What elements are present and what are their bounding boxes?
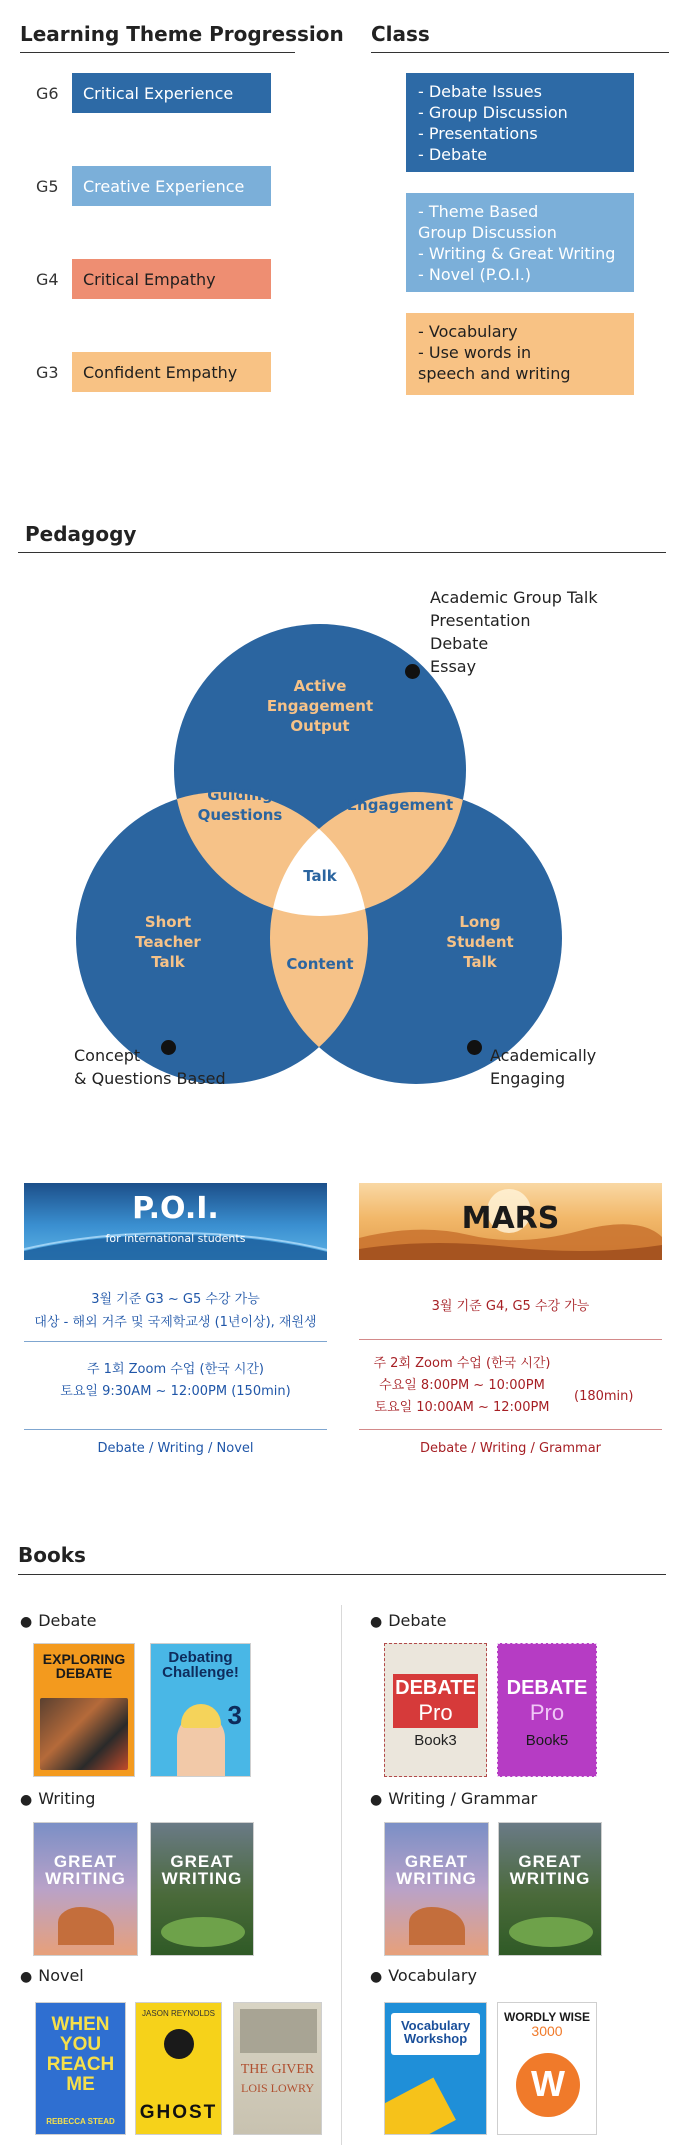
book-cover-author: LOIS LOWRY: [241, 2081, 314, 2095]
venn-label-content: Content: [286, 955, 354, 973]
theme-label: Critical Empathy: [83, 269, 216, 289]
book-category-label: Debate: [38, 1611, 97, 1630]
divider: [359, 1429, 662, 1430]
theme-critical-experience: [72, 73, 271, 113]
venn-label-top: Active Engagement Output: [266, 677, 374, 735]
book-cover-title: Debating Challenge!: [162, 1649, 239, 1681]
book-cover-debate-pro-3: [384, 1643, 487, 1777]
book-cover-great-writing: [498, 1822, 602, 1956]
book-cover-title: GREAT WRITING: [45, 1852, 126, 1888]
venn-label-talk: Talk: [303, 867, 337, 885]
mars-subjects: Debate / Writing / Grammar: [419, 1441, 602, 1456]
class-box-g5: - Theme Based Group Discussion - Writing & Great Writing - Novel (P.O.I.): [406, 193, 634, 292]
venn-note-right: Academically Engaging: [490, 1046, 597, 1088]
book-cover-great-writing: [33, 1822, 138, 1956]
class-box-g6: - Debate Issues - Group Discussion - Presentations - Debate: [406, 73, 634, 172]
book-category-debate: ● Debate: [20, 1611, 97, 1630]
poi-schedule-time: 토요일 9:30AM ~ 12:00PM (150min): [60, 1384, 291, 1399]
divider: [24, 1429, 327, 1430]
book-cover-subtitle: 3000: [531, 2023, 563, 2039]
book-cover-title: WORDLY WISE: [503, 2010, 590, 2024]
book-cover-mark: W: [531, 2063, 565, 2104]
book-cover-title: Vocabulary Workshop: [400, 2018, 471, 2046]
book-cover-rock: [409, 1907, 465, 1945]
book-cover-title: THE GIVER: [240, 2062, 315, 2077]
theme-label: Critical Experience: [83, 83, 234, 103]
book-category-writing-grammar: ● Writing / Grammar: [370, 1789, 538, 1808]
book-category-label: Writing / Grammar: [388, 1789, 538, 1808]
book-cover-author: JASON REYNOLDS: [142, 2009, 215, 2018]
book-cover-ghost: [135, 2002, 222, 2135]
book-cover-debate-pro-5: [497, 1643, 597, 1777]
poi-banner-title: P.O.I.: [132, 1191, 219, 1226]
poi-schedule-frequency: 주 1회 Zoom 수업 (한국 시간): [86, 1362, 265, 1377]
book-cover-vocabulary-workshop: [384, 2002, 487, 2135]
theme-critical-empathy: [72, 259, 271, 299]
book-category-debate: ● Debate: [370, 1611, 447, 1630]
pedagogy-title: Pedagogy: [25, 522, 137, 546]
book-cover-title: WHEN YOU REACH ME: [46, 2014, 115, 2095]
poi-subjects: Debate / Writing / Novel: [97, 1441, 254, 1456]
venn-marker-dot: [467, 1040, 482, 1055]
theme-label: Confident Empathy: [83, 362, 238, 382]
book-cover-title: GHOST: [139, 2102, 218, 2123]
poi-eligibility-grades: 3월 기준 G3 ~ G5 수강 가능: [91, 1292, 260, 1307]
book-cover-the-giver: [233, 2002, 322, 2135]
mars-schedule-wednesday: 수요일 8:00PM ~ 10:00PM: [379, 1378, 545, 1393]
divider: [20, 52, 295, 53]
book-cover-rock: [58, 1907, 114, 1945]
mars-banner: [359, 1183, 662, 1260]
book-category-writing: ● Writing: [20, 1789, 96, 1808]
book-cover-great-writing: [384, 1822, 489, 1956]
theme-confident-empathy: [72, 352, 271, 392]
book-cover-moss: [161, 1917, 245, 1947]
book-category-novel: ● Novel: [20, 1966, 84, 1985]
grade-label: G3: [36, 363, 59, 382]
poi-banner: [24, 1183, 327, 1260]
divider: [18, 1574, 666, 1575]
mars-schedule-frequency: 주 2회 Zoom 수업 (한국 시간): [373, 1356, 551, 1371]
poi-eligibility-target: 대상 - 해외 거주 및 국제학교생 (1년이상), 재원생: [34, 1315, 317, 1330]
book-cover-pencil: [384, 2077, 456, 2135]
theme-label: Creative Experience: [83, 176, 245, 196]
book-cover-title: GREAT WRITING: [161, 1852, 243, 1888]
venn-note-top: Academic Group Talk Presentation Debate Essay: [430, 588, 598, 676]
mars-banner-title: MARS: [461, 1201, 560, 1236]
mars-duration: (180min): [574, 1389, 634, 1404]
book-cover-when-you-reach-me: [35, 2002, 126, 2135]
book-cover-title: DEBATE: [395, 1677, 476, 1699]
mars-schedule-saturday: 토요일 10:00AM ~ 12:00PM: [374, 1400, 550, 1415]
grade-label: G6: [36, 84, 59, 103]
venn-note-left: Concept & Questions Based: [74, 1046, 226, 1088]
venn-label-engagement: Engagement: [346, 796, 454, 814]
divider: [359, 1339, 662, 1340]
class-title: Class: [371, 22, 430, 46]
book-cover-title: GREAT WRITING: [509, 1852, 591, 1888]
books-title: Books: [18, 1543, 86, 1567]
book-cover-volume: 3: [227, 1700, 242, 1730]
book-cover-debating-challenge: [150, 1643, 251, 1777]
divider: [24, 1341, 327, 1342]
book-cover-moss: [509, 1917, 593, 1947]
book-category-label: Novel: [38, 1966, 84, 1985]
book-cover-author: REBECCA STEAD: [46, 2117, 115, 2126]
venn-marker-dot: [405, 664, 420, 679]
book-category-label: Writing: [38, 1789, 96, 1808]
grade-label: G4: [36, 270, 59, 289]
book-cover-great-writing: [150, 1822, 254, 1956]
book-category-label: Debate: [388, 1611, 447, 1630]
class-box-g3-g4: - Vocabulary - Use words in speech and writing: [406, 313, 634, 395]
book-cover-title: DEBATE: [506, 1677, 588, 1699]
poi-banner-subtitle: for international students: [105, 1232, 246, 1245]
column-divider: [341, 1605, 342, 2145]
book-cover-subtitle: Pro: [418, 1700, 453, 1725]
book-cover-volume: Book3: [414, 1732, 457, 1749]
book-cover-seal: [164, 2029, 194, 2059]
mars-eligibility: 3월 기준 G4, G5 수강 가능: [431, 1299, 590, 1314]
venn-label-right: Long Student Talk: [446, 913, 514, 971]
divider: [371, 52, 669, 53]
book-cover-subtitle: Pro: [529, 1700, 565, 1725]
learning-theme-title: Learning Theme Progression: [20, 22, 344, 46]
book-cover-volume: Book5: [525, 1732, 569, 1749]
book-cover-title: GREAT WRITING: [396, 1852, 477, 1888]
grade-label: G5: [36, 177, 59, 196]
venn-label-left: Short Teacher Talk: [135, 913, 201, 971]
book-category-label: Vocabulary: [388, 1966, 477, 1985]
book-cover-title: EXPLORING DEBATE: [42, 1651, 126, 1681]
book-cover-exploring-debate: [33, 1643, 135, 1777]
divider: [18, 552, 666, 553]
book-cover-hair: [181, 1704, 221, 1728]
book-category-vocabulary: ● Vocabulary: [370, 1966, 477, 1985]
book-cover-photo: [40, 1698, 128, 1770]
book-cover-wordly-wise: [497, 2002, 597, 2135]
theme-creative-experience: [72, 166, 271, 206]
book-cover-photo: [240, 2009, 317, 2053]
venn-label-guiding-questions: Guiding Questions: [197, 786, 283, 824]
